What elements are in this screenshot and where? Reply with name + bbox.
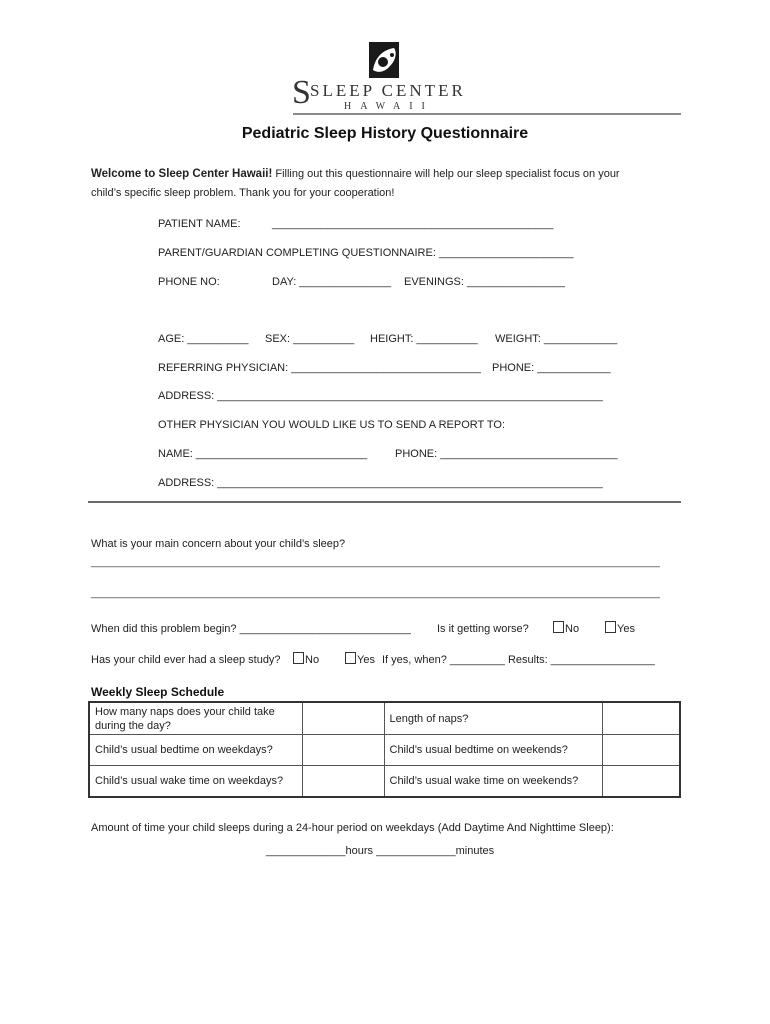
logo-name-line1: SLEEP CENTER (310, 81, 466, 100)
sleep-study-yes-option[interactable] (345, 652, 375, 667)
concern-answer-line-1[interactable]: _____________________________________________________________________________________________ (91, 556, 660, 568)
naps-answer-cell[interactable] (302, 702, 384, 735)
address-field-1[interactable]: ADDRESS: _______________________________________________________________ (158, 390, 603, 402)
getting-worse-yes-option[interactable] (605, 621, 635, 636)
guardian-field[interactable]: PARENT/GUARDIAN COMPLETING QUESTIONNAIRE: ______________________ (158, 247, 574, 259)
referring-physician-field[interactable]: REFERRING PHYSICIAN: _______________________________ (158, 362, 481, 374)
naps-question-cell: How many naps does your child take during the day? (89, 702, 302, 735)
table-row (89, 735, 680, 766)
page-title: Pediatric Sleep History Questionnaire (241, 125, 529, 142)
amount-answer-field[interactable]: _____________hours _____________minutes (266, 845, 495, 857)
weight-field[interactable]: WEIGHT: ____________ (495, 333, 618, 345)
header-rule (293, 113, 681, 115)
patient-name-label: PATIENT NAME: (158, 218, 241, 230)
patient-name-field[interactable]: ______________________________________________ (272, 218, 554, 230)
sleep-study-label: Has your child ever had a sleep study? (91, 654, 281, 666)
bedtime-weekdays-answer-cell[interactable] (302, 735, 384, 766)
table-row (89, 766, 680, 798)
schedule-heading: Weekly Sleep Schedule (91, 685, 225, 699)
getting-worse-no-label: No (565, 623, 580, 635)
referring-phone-field[interactable]: PHONE: ____________ (492, 362, 611, 374)
phone-no-label: PHONE NO: (158, 276, 220, 288)
wake-weekends-cell: Child’s usual wake time on weekends? (384, 766, 602, 798)
main-concern-question: What is your main concern about your child’s sleep? (91, 538, 346, 550)
checkbox-icon[interactable] (293, 652, 304, 664)
height-field[interactable]: HEIGHT: __________ (370, 333, 478, 345)
bedtime-weekends-cell: Child’s usual bedtime on weekends? (384, 735, 602, 766)
age-field[interactable]: AGE: __________ (158, 333, 249, 345)
logo-mark-icon (366, 40, 404, 80)
sleep-study-yes-label: Yes (357, 654, 375, 666)
concern-answer-line-2[interactable]: _____________________________________________________________________________________________ (91, 587, 660, 599)
logo: S SLEEP CENTER HAWAII (288, 38, 478, 114)
checkbox-icon[interactable] (605, 621, 616, 633)
sex-field[interactable]: SEX: __________ (265, 333, 355, 345)
logo-name-line2: HAWAII (344, 101, 434, 112)
phone-evenings-field[interactable]: EVENINGS: ________________ (404, 276, 565, 288)
other-phone-field[interactable]: PHONE: _____________________________ (395, 448, 618, 460)
sleep-study-no-label: No (305, 654, 320, 666)
intro-text-1: Filling out this questionnaire will help our sleep specialist focus on your (275, 168, 620, 180)
amount-question: Amount of time your child sleeps during a 24-hour period on weekdays (Add Daytime And Nighttime Sleep): (91, 822, 614, 834)
table-row (89, 702, 680, 735)
getting-worse-yes-label: Yes (617, 623, 635, 635)
problem-begin-field[interactable]: When did this problem begin? ____________________________ (91, 623, 411, 635)
section-divider (88, 501, 681, 503)
sleep-schedule-table (88, 701, 681, 798)
checkbox-icon[interactable] (345, 652, 356, 664)
intro-line-2: child’s specific sleep problem. Thank you for your cooperation! (91, 187, 395, 199)
wake-weekends-answer-cell[interactable] (602, 766, 680, 798)
sleep-study-details-field[interactable]: If yes, when? _________ Results: _________________ (382, 654, 655, 666)
wake-weekdays-answer-cell[interactable] (302, 766, 384, 798)
intro-line-1 (91, 167, 620, 181)
checkbox-icon[interactable] (553, 621, 564, 633)
length-naps-answer-cell[interactable] (602, 702, 680, 735)
phone-day-field[interactable]: DAY: _______________ (272, 276, 392, 288)
sleep-study-no-option[interactable] (293, 652, 319, 667)
wake-weekdays-cell: Child’s usual wake time on weekdays? (89, 766, 302, 798)
bedtime-weekends-answer-cell[interactable] (602, 735, 680, 766)
length-naps-cell: Length of naps? (384, 702, 602, 735)
other-physician-label: OTHER PHYSICIAN YOU WOULD LIKE US TO SEND A REPORT TO: (158, 419, 505, 431)
getting-worse-label: Is it getting worse? (437, 623, 529, 635)
intro-welcome: Welcome to Sleep Center Hawaii! (91, 168, 273, 180)
getting-worse-no-option[interactable] (553, 621, 579, 636)
address-field-2[interactable]: ADDRESS: _______________________________________________________________ (158, 477, 603, 489)
other-name-field[interactable]: NAME: ____________________________ (158, 448, 368, 460)
bedtime-weekdays-cell: Child’s usual bedtime on weekdays? (89, 735, 302, 766)
